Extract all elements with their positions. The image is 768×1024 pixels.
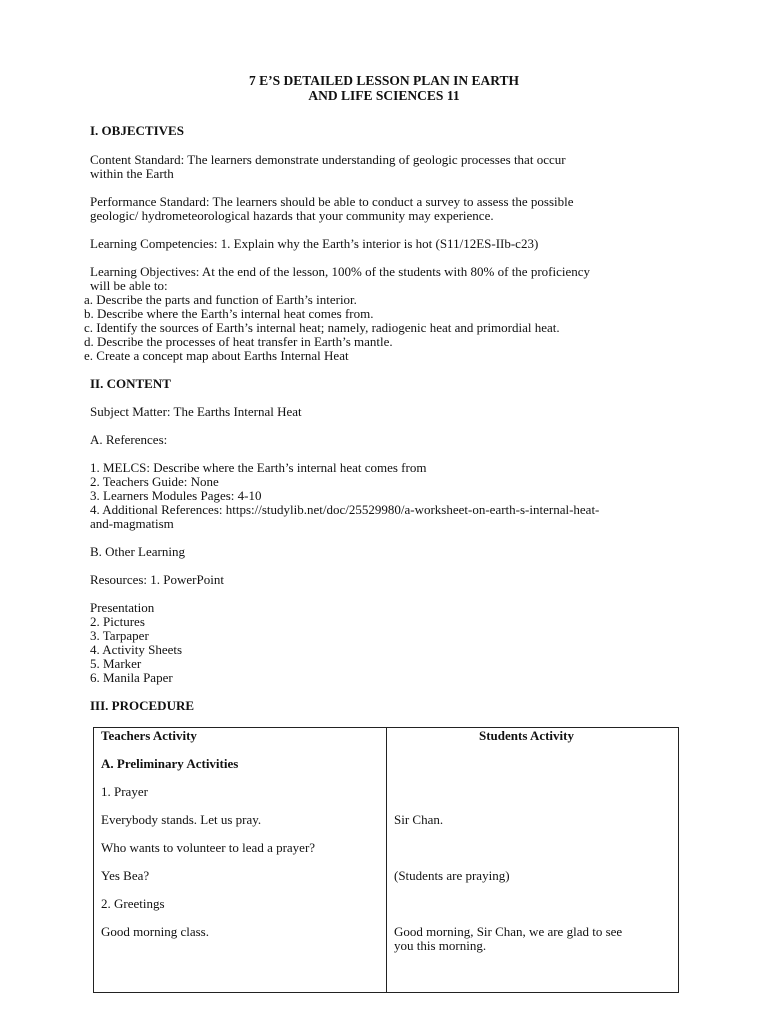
reference-item: 4. Additional References: https://studylib.net/doc/25529980/a-worksheet-on-earth-s-internal-heat- xyxy=(90,502,600,517)
performance-standard-line-1: Performance Standard: The learners should be able to conduct a survey to assess the possible xyxy=(90,194,574,209)
resource-item: 3. Tarpaper xyxy=(90,628,149,643)
learning-competencies: Learning Competencies: 1. Explain why the Earth’s interior is hot (S11/12ES-IIb-c23) xyxy=(90,236,539,251)
resource-item: 2. Pictures xyxy=(90,614,145,629)
other-learning: B. Other Learning xyxy=(90,544,185,559)
teachers-activity-header: Teachers Activity xyxy=(101,728,197,743)
student-line: Sir Chan. xyxy=(394,812,444,827)
teacher-line: Good morning class. xyxy=(101,924,209,939)
resources: Resources: 1. PowerPoint xyxy=(90,572,224,587)
learning-objectives-line-1: Learning Objectives: At the end of the lesson, 100% of the students with 80% of the proficiency xyxy=(90,264,591,279)
student-line: Good morning, Sir Chan, we are glad to see xyxy=(394,924,623,939)
reference-item: 3. Learners Modules Pages: 4-10 xyxy=(90,488,262,503)
teacher-line: Who wants to volunteer to lead a prayer? xyxy=(101,840,316,855)
greetings-item: 2. Greetings xyxy=(101,896,165,911)
references-heading: A. References: xyxy=(90,432,168,447)
procedure-table xyxy=(93,727,679,993)
resource-item: 6. Manila Paper xyxy=(90,670,173,685)
procedure-heading: III. PROCEDURE xyxy=(90,698,195,713)
subject-matter: Subject Matter: The Earths Internal Heat xyxy=(90,404,302,419)
student-line: (Students are praying) xyxy=(394,868,510,883)
objectives-heading: I. OBJECTIVES xyxy=(90,123,184,138)
reference-item: 1. MELCS: Describe where the Earth’s internal heat comes from xyxy=(90,460,427,475)
students-activity-header: Students Activity xyxy=(479,728,574,743)
document-title-line-2: AND LIFE SCIENCES 11 xyxy=(308,88,460,103)
content-standard-line-2: within the Earth xyxy=(90,166,174,181)
objective-item: c. Identify the sources of Earth’s internal heat; namely, radiogenic heat and primordial heat. xyxy=(84,320,560,335)
resource-item: 5. Marker xyxy=(90,656,142,671)
content-heading: II. CONTENT xyxy=(90,376,171,391)
learning-objectives-line-2: will be able to: xyxy=(90,278,168,293)
preliminary-activities: A. Preliminary Activities xyxy=(101,756,239,771)
teacher-line: Everybody stands. Let us pray. xyxy=(101,812,262,827)
teacher-line: Yes Bea? xyxy=(101,868,150,883)
objective-item: d. Describe the processes of heat transfer in Earth’s mantle. xyxy=(84,334,393,349)
performance-standard-line-2: geologic/ hydrometeorological hazards that your community may experience. xyxy=(90,208,494,223)
resource-item: 4. Activity Sheets xyxy=(90,642,183,657)
student-line: you this morning. xyxy=(394,938,487,953)
resource-item: Presentation xyxy=(90,600,155,615)
objective-item: b. Describe where the Earth’s internal heat comes from. xyxy=(84,306,374,321)
objective-item: a. Describe the parts and function of Earth’s interior. xyxy=(84,292,357,307)
reference-item: and-magmatism xyxy=(90,516,174,531)
objective-item: e. Create a concept map about Earths Internal Heat xyxy=(84,348,349,363)
table-column-divider xyxy=(386,728,387,992)
document-title-line-1: 7 E’S DETAILED LESSON PLAN IN EARTH xyxy=(248,73,520,88)
reference-item: 2. Teachers Guide: None xyxy=(90,474,219,489)
content-standard-line-1: Content Standard: The learners demonstrate understanding of geologic processes that occur xyxy=(90,152,566,167)
prayer-item: 1. Prayer xyxy=(101,784,148,799)
